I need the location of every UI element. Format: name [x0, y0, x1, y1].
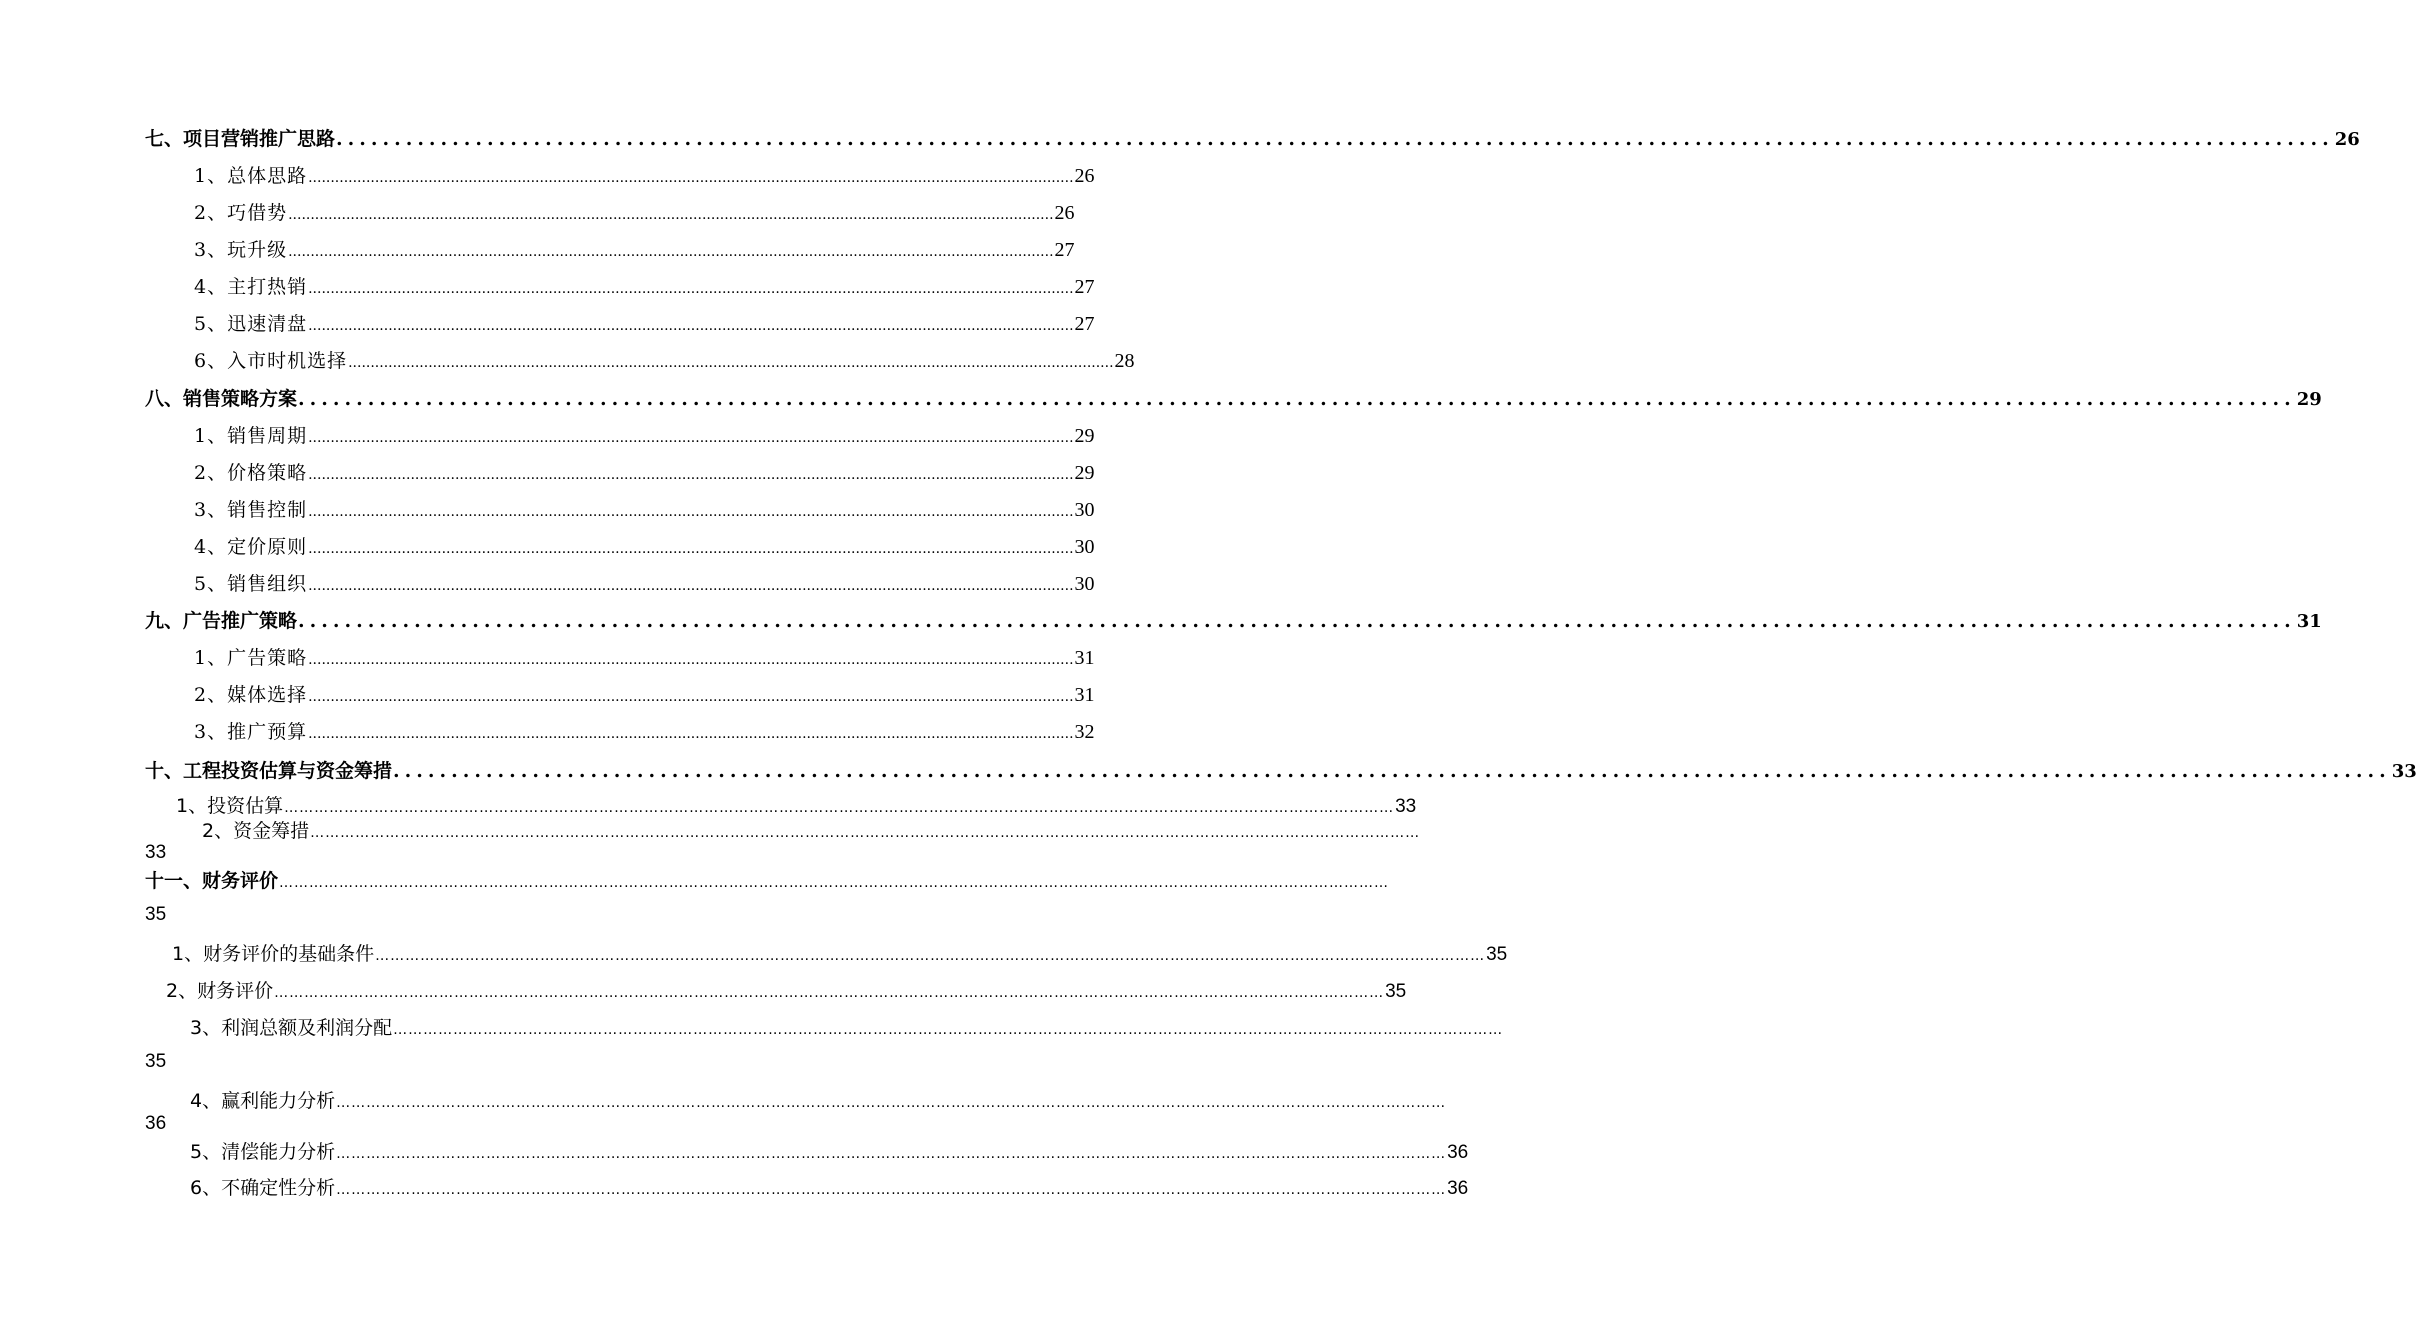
toc-heading-label: 八、销售策略方案 — [145, 388, 298, 410]
toc-leader: …………………………………………………………………………………………………………………………………………………………………………………………………… — [274, 985, 1385, 1001]
toc-page-number: 31 — [1074, 684, 1095, 706]
toc-page-number: 35 — [1385, 981, 1407, 1002]
toc-entry[interactable] — [194, 717, 1095, 744]
toc-page-number: 30 — [1074, 499, 1095, 521]
toc-leader: ............................................................................................................................................................................ — [308, 467, 1074, 483]
toc-leader: …………………………………………………………………………………………………………………………………………………………………………………………………… — [310, 825, 1421, 841]
toc-leader: …………………………………………………………………………………………………………………………………………………………………………………………………… — [336, 1146, 1447, 1162]
toc-entry-label: 2、财务评价 — [166, 980, 274, 1002]
toc-page-number: 31 — [2296, 611, 2322, 632]
toc-entry[interactable] — [190, 1086, 1447, 1113]
toc-heading-label: 七、项目营销推广思路 — [145, 128, 336, 150]
toc-page-number: 29 — [1074, 425, 1095, 447]
toc-entry-label: 2、媒体选择 — [194, 684, 308, 706]
toc-entry-label: 3、玩升级 — [194, 239, 288, 261]
toc-entry[interactable] — [166, 976, 1407, 1003]
toc-entry[interactable] — [194, 161, 1095, 188]
toc-leader: ............................................................................................................................................................................ — [308, 318, 1074, 334]
toc-heading[interactable] — [145, 606, 2322, 633]
toc-entry[interactable] — [190, 1013, 1504, 1040]
toc-entry[interactable] — [194, 421, 1095, 448]
toc-entry[interactable] — [194, 532, 1095, 559]
toc-heading-label: 九、广告推广策略 — [145, 610, 298, 632]
toc-heading[interactable] — [145, 124, 2360, 151]
toc-leader: ............................................................................................................................................................................ — [298, 388, 2296, 410]
toc-heading[interactable] — [145, 756, 2417, 783]
toc-leader: ............................................................................................................................................................................ — [308, 726, 1074, 742]
toc-leader: ............................................................................................................................................................................ — [308, 689, 1074, 705]
toc-leader: ............................................................................................................................................................................ — [308, 281, 1074, 297]
toc-leader: ............................................................................................................................................................................ — [308, 541, 1074, 557]
toc-entry[interactable] — [194, 309, 1095, 336]
toc-entry[interactable] — [202, 816, 1421, 843]
toc-page-number: 35 — [145, 904, 167, 925]
toc-leader: ............................................................................................................................................................................ — [308, 504, 1074, 520]
toc-leader: …………………………………………………………………………………………………………………………………………………………………………………………………… — [284, 800, 1395, 816]
toc-entry[interactable] — [194, 198, 1075, 225]
toc-entry[interactable] — [190, 1173, 1469, 1200]
toc-entry-label: 4、定价原则 — [194, 536, 308, 558]
toc-leader: ............................................................................................................................................................................ — [393, 760, 2391, 782]
toc-entry[interactable] — [194, 458, 1095, 485]
toc-page-number: 29 — [2296, 389, 2322, 410]
toc-entry-label: 1、总体思路 — [194, 165, 308, 187]
toc-leader: …………………………………………………………………………………………………………………………………………………………………………………………………… — [279, 875, 1390, 891]
toc-entry-label: 4、赢利能力分析 — [190, 1090, 336, 1112]
toc-leader: ............................................................................................................................................................................ — [298, 610, 2296, 632]
toc-leader: ............................................................................................................................................................................ — [288, 244, 1054, 260]
toc-leader: ............................................................................................................................................................................ — [348, 355, 1114, 371]
toc-page-number: 27 — [1074, 313, 1095, 335]
toc-entry-label: 3、推广预算 — [194, 721, 308, 743]
toc-entry-label: 2、资金筹措 — [202, 820, 310, 842]
toc-leader: …………………………………………………………………………………………………………………………………………………………………………………………………… — [375, 948, 1486, 964]
toc-page-number: 35 — [145, 1051, 167, 1072]
toc-entry-label: 5、迅速清盘 — [194, 313, 308, 335]
toc-heading-label: 十、工程投资估算与资金筹措 — [145, 760, 393, 782]
toc-page-number: 26 — [2334, 129, 2360, 150]
toc-page-number: 29 — [1074, 462, 1095, 484]
toc-entry[interactable] — [194, 346, 1135, 373]
toc-entry-label: 6、不确定性分析 — [190, 1177, 336, 1199]
toc-entry-label: 1、广告策略 — [194, 647, 308, 669]
toc-entry[interactable] — [194, 235, 1075, 262]
toc-page-number: 35 — [1486, 944, 1508, 965]
toc-entry-label: 2、巧借势 — [194, 202, 288, 224]
toc-leader: ............................................................................................................................................................................ — [308, 170, 1074, 186]
toc-page-number: 26 — [1054, 202, 1075, 224]
toc-page-number: 36 — [1447, 1142, 1469, 1163]
toc-entry-label: 1、销售周期 — [194, 425, 308, 447]
toc-heading[interactable] — [145, 866, 1390, 893]
toc-leader: …………………………………………………………………………………………………………………………………………………………………………………………………… — [336, 1182, 1447, 1198]
toc-page-number: 30 — [1074, 573, 1095, 595]
toc-entry-label: 2、价格策略 — [194, 462, 308, 484]
toc-entry[interactable] — [194, 495, 1095, 522]
toc-leader: …………………………………………………………………………………………………………………………………………………………………………………………………… — [393, 1022, 1504, 1038]
toc-leader: ............................................................................................................................................................................ — [288, 207, 1054, 223]
toc-page-number: 36 — [145, 1113, 167, 1134]
toc-entry-label: 1、投资估算 — [176, 795, 284, 817]
toc-page-number: 31 — [1074, 647, 1095, 669]
toc-entry-label: 3、销售控制 — [194, 499, 308, 521]
toc-entry[interactable] — [194, 272, 1095, 299]
toc-heading-label: 十一、财务评价 — [145, 870, 279, 892]
toc-leader: ............................................................................................................................................................................ — [336, 128, 2334, 150]
toc-entry[interactable] — [176, 791, 1417, 818]
toc-page-number: 33 — [145, 842, 167, 863]
toc-page-number: 30 — [1074, 536, 1095, 558]
toc-entry[interactable] — [194, 680, 1095, 707]
toc-entry-label: 3、利润总额及利润分配 — [190, 1017, 393, 1039]
toc-entry-label: 5、清偿能力分析 — [190, 1141, 336, 1163]
toc-page-number: 33 — [1395, 796, 1417, 817]
toc-leader: ............................................................................................................................................................................ — [308, 652, 1074, 668]
toc-entry-label: 4、主打热销 — [194, 276, 308, 298]
toc-heading[interactable] — [145, 384, 2322, 411]
toc-entry-label: 5、销售组织 — [194, 573, 308, 595]
toc-page-number: 32 — [1074, 721, 1095, 743]
toc-entry[interactable] — [172, 939, 1508, 966]
toc-page-number: 27 — [1054, 239, 1075, 261]
toc-leader: ............................................................................................................................................................................ — [308, 578, 1074, 594]
toc-entry[interactable] — [194, 643, 1095, 670]
toc-page-number: 27 — [1074, 276, 1095, 298]
toc-entry-label: 6、入市时机选择 — [194, 350, 348, 372]
toc-entry-label: 1、财务评价的基础条件 — [172, 943, 375, 965]
toc-page-number: 26 — [1074, 165, 1095, 187]
toc-entry[interactable] — [194, 569, 1095, 596]
toc-page-number: 36 — [1447, 1178, 1469, 1199]
toc-entry[interactable] — [190, 1137, 1469, 1164]
toc-leader: ............................................................................................................................................................................ — [308, 430, 1074, 446]
toc-leader: …………………………………………………………………………………………………………………………………………………………………………………………………… — [336, 1095, 1447, 1111]
toc-page-number: 28 — [1114, 350, 1135, 372]
toc-page-number: 33 — [2391, 761, 2417, 782]
